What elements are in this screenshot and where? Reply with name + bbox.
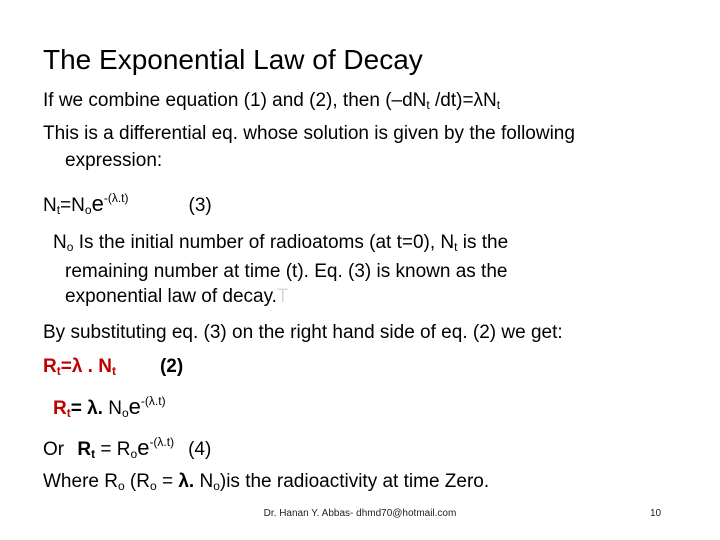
no-paragraph-line3: [65, 286, 289, 308]
eq4-e: e: [137, 435, 150, 460]
eq4-ro-sub: o: [130, 447, 138, 461]
combine-line: [43, 90, 500, 112]
combine-text: If we combine equation (1) and (2), then (–dN: [43, 90, 427, 111]
eq4-eq: = R: [95, 439, 131, 460]
where-a-sub: o: [117, 479, 125, 493]
combine-sub: t: [426, 98, 430, 112]
no-paragraph-line2: [65, 257, 671, 286]
where-a: Where R: [43, 471, 118, 492]
no-nt-sub: t: [454, 240, 458, 254]
no-n: N: [53, 232, 67, 253]
where-b-sub: o: [149, 479, 157, 493]
eq4-exp: -(λ.t): [149, 435, 175, 449]
equation-3: [43, 191, 212, 217]
eq3-exp: -(λ.t): [103, 191, 129, 205]
eq3-e: e: [91, 191, 104, 216]
eqrt-r: R: [53, 398, 67, 419]
faint-letter: T: [276, 286, 289, 307]
differential-line-cont: expression:: [65, 150, 163, 171]
where-lambda: λ.: [178, 471, 195, 492]
where-c: =: [156, 471, 179, 492]
eq2-r-sub: t: [56, 364, 61, 378]
no-line2-text: remaining number at time (t). Eq. (3) is known as the: [65, 261, 508, 282]
where-d-sub: o: [213, 479, 220, 493]
eqrt-n-sub: o: [121, 406, 129, 420]
eq2-rest: =λ . N: [60, 356, 112, 377]
eqrt-exp: -(λ.t): [140, 394, 166, 408]
combine-sub2: t: [496, 98, 501, 112]
where-e: )is the radioactivity at time Zero.: [219, 471, 490, 492]
substitute-line: By substituting eq. (3) on the right hand side of eq. (2) we get:: [43, 322, 563, 343]
eq3-n-sub: t: [56, 203, 61, 217]
eq2-n-sub: t: [111, 364, 116, 378]
eq3-n: N: [43, 195, 57, 216]
eqrt-n: N: [102, 398, 122, 419]
no-n-sub: o: [66, 240, 74, 254]
eq4-or: Or: [43, 439, 70, 460]
no-text-b: is the: [457, 232, 509, 253]
eqrt-eq: = λ.: [70, 398, 103, 419]
where-d: N: [194, 471, 214, 492]
eqrt-e: e: [128, 394, 141, 419]
eqrt-r-sub: t: [66, 406, 71, 420]
equation-2: [43, 356, 183, 378]
page-number: 10: [650, 508, 662, 519]
eq3-label: (3): [188, 195, 212, 216]
slide-title: The Exponential Law of Decay: [43, 44, 423, 75]
equation-rt: [53, 394, 166, 420]
where-line: [43, 471, 489, 493]
no-line3-text: exponential law of decay.: [65, 286, 277, 307]
eq2-label: (2): [159, 356, 184, 377]
eq3-eq: =N: [60, 195, 85, 216]
equation-4: [43, 435, 211, 461]
combine-mid: /dt)=λN: [429, 90, 497, 111]
differential-line: This is a differential eq. whose solution is given by the following: [43, 123, 575, 144]
where-b: (R: [124, 471, 150, 492]
eq4-label: (4): [188, 439, 212, 460]
no-text-a: Is the initial number of radioatoms (at t=0), N: [73, 232, 455, 253]
eq4-r: R: [77, 439, 92, 460]
footer-credit: Dr. Hanan Y. Abbas- dhmd70@hotmail.com: [263, 508, 457, 519]
eq4-r-sub: t: [91, 447, 96, 461]
eq2-r: R: [43, 356, 57, 377]
eq3-no-sub: o: [84, 203, 92, 217]
